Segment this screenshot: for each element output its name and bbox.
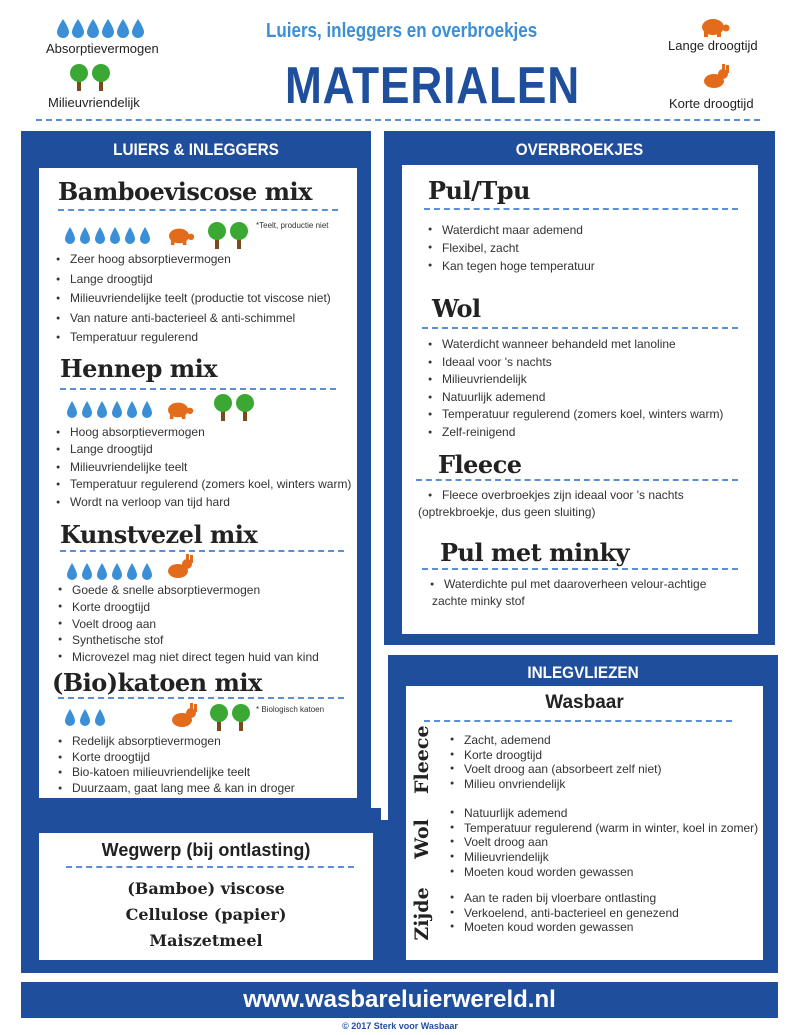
- footer-url[interactable]: www.wasbareluierwereld.nl: [21, 982, 778, 1018]
- list-item: ● Lange droogtijd: [56, 441, 351, 458]
- list-item: ● Bio-katoen milieuvriendelijke teelt: [58, 765, 295, 781]
- label-wol: Wol: [411, 819, 433, 859]
- list-item: ● Zacht, ademend: [450, 733, 661, 748]
- list-item: ● Zelf-reinigend: [428, 424, 723, 442]
- section-title-bamboe: Bamboeviscose mix: [58, 177, 312, 206]
- list-item: Cellulose (papier): [125, 905, 287, 924]
- divider: [60, 550, 344, 552]
- overbroekjes-heading: OVERBROEKJES: [515, 140, 644, 159]
- drop-icon: [66, 562, 156, 582]
- section-title-katoen: (Bio)katoen mix: [52, 668, 262, 697]
- note-bamboe: *Teelt, productie niet: [256, 221, 329, 230]
- list-katoen: [58, 734, 295, 796]
- list-item: ● Ideaal voor 's nachts: [428, 354, 723, 372]
- header-divider: [36, 119, 760, 121]
- inlegvliezen-heading: INLEGVLIEZEN: [527, 663, 639, 682]
- turtle-icon: [163, 398, 195, 425]
- luiers-heading: LUIERS & INLEGGERS: [113, 140, 279, 159]
- divider: [58, 209, 338, 211]
- rabbit-icon: [700, 64, 730, 97]
- list-item: ● Milieu onvriendelijk: [450, 777, 661, 792]
- note-katoen: * Biologisch katoen: [256, 705, 325, 714]
- list-minky: [430, 576, 706, 593]
- page-title: MATERIALEN: [285, 57, 580, 115]
- list-item: ● Natuurlijk ademend: [450, 806, 758, 821]
- list-item: ● Natuurlijk ademend: [428, 389, 723, 407]
- copyright: © 2017 Sterk voor Wasbaar: [342, 1021, 458, 1031]
- section-title-minky: Pul met minky: [440, 538, 630, 567]
- divider: [422, 327, 738, 329]
- drop-icon: [64, 708, 108, 728]
- tree-icon: [68, 62, 114, 97]
- list-item: ● Goede & snelle absorptievermogen: [58, 582, 319, 599]
- list-item: ● Voelt droog aan (absorbeert zelf niet): [450, 762, 661, 777]
- list-item: ● Korte droogtijd: [450, 748, 661, 763]
- list-item: Maiszetmeel: [149, 931, 263, 950]
- wegwerp-list: [39, 876, 373, 954]
- list-item: ● Redelijk absorptievermogen: [58, 734, 295, 750]
- section-title-pul: Pul/Tpu: [428, 176, 530, 205]
- section-title-fleece: Fleece: [438, 450, 522, 479]
- divider: [424, 720, 732, 722]
- legend-fast-dry-label: Korte droogtijd: [669, 96, 754, 111]
- list-item: ● Duurzaam, gaat lang mee & kan in droger: [58, 781, 295, 797]
- list-pul: [428, 221, 595, 275]
- list-item: (Bamboe) viscose: [127, 879, 285, 898]
- list-item: ● Waterdichte pul met daaroverheen velour-achtige: [430, 576, 706, 593]
- list-item: ● Milieuvriendelijke teelt (productie tot viscose niet): [56, 289, 331, 309]
- label-fleece: Fleece: [411, 725, 433, 794]
- list-bamboe: [56, 250, 331, 348]
- list-item: ● Temperatuur regulerend (zomers koel, winters warm): [428, 406, 723, 424]
- divider: [424, 208, 738, 210]
- drop-icon: [56, 18, 148, 40]
- minky-extra: zachte minky stof: [432, 594, 525, 608]
- list-item: ● Temperatuur regulerend (warm in winter, koel in zomer): [450, 821, 758, 836]
- list-item: ● Van nature anti-bacterieel & anti-schimmel: [56, 309, 331, 329]
- wasbaar-heading: Wasbaar: [545, 692, 624, 713]
- list-inleg-wol: [450, 806, 758, 880]
- divider: [422, 568, 738, 570]
- list-item: ● Milieuvriendelijk: [428, 371, 723, 389]
- tree-icon: [208, 702, 254, 737]
- list-item: ● Fleece overbroekjes zijn ideaal voor 's nachts: [428, 487, 684, 504]
- page-subtitle: Luiers, inleggers en overbroekjes: [266, 20, 538, 42]
- fleece-extra: (optrekbroekje, dus geen sluiting): [418, 505, 596, 519]
- list-item: ● Milieuvriendelijke teelt: [56, 459, 351, 476]
- list-item: ● Microvezel mag niet direct tegen huid van kind: [58, 649, 319, 666]
- list-fleece: [428, 487, 684, 504]
- divider: [416, 479, 738, 481]
- drops-hennep: [66, 400, 156, 425]
- list-item: ● Temperatuur regulerend (zomers koel, winters warm): [56, 476, 351, 493]
- legend-slow-dry-label: Lange droogtijd: [668, 38, 758, 53]
- list-item: ● Synthetische stof: [58, 632, 319, 649]
- list-item: ● Aan te raden bij vloerbare ontlasting: [450, 891, 679, 906]
- list-item: ● Korte droogtijd: [58, 750, 295, 766]
- list-item: ● Korte droogtijd: [58, 599, 319, 616]
- list-item: ● Voelt droog aan: [58, 616, 319, 633]
- list-item: ● Lange droogtijd: [56, 270, 331, 290]
- list-item: ● Wordt na verloop van tijd hard: [56, 494, 351, 511]
- section-title-wol: Wol: [432, 294, 481, 323]
- list-item: ● Verkoelend, anti-bacterieel en genezend: [450, 906, 679, 921]
- list-item: ● Zeer hoog absorptievermogen: [56, 250, 331, 270]
- legend-absorption-label: Absorptievermogen: [46, 41, 159, 56]
- list-item: ● Kan tegen hoge temperatuur: [428, 257, 595, 275]
- list-hennep: [56, 424, 351, 511]
- rabbit-icon: [168, 703, 198, 736]
- list-item: ● Temperatuur regulerend: [56, 328, 331, 348]
- section-title-kunstvezel: Kunstvezel mix: [60, 520, 258, 549]
- legend-eco-label: Milieuvriendelijk: [48, 95, 140, 110]
- section-title-hennep: Hennep mix: [60, 354, 218, 383]
- wegwerp-title: Wegwerp (bij ontlasting): [101, 840, 311, 860]
- list-item: ● Voelt droog aan: [450, 835, 758, 850]
- list-wol: [428, 336, 723, 442]
- list-item: ● Moeten koud worden gewassen: [450, 920, 679, 935]
- list-item: ● Waterdicht maar ademend: [428, 221, 595, 239]
- list-inleg-zijde: [450, 891, 679, 935]
- turtle-icon: [164, 224, 196, 251]
- list-inleg-fleece: [450, 733, 661, 791]
- divider: [60, 388, 336, 390]
- drops-katoen: [64, 708, 108, 733]
- list-item: ● Flexibel, zacht: [428, 239, 595, 257]
- list-item: ● Milieuvriendelijk: [450, 850, 758, 865]
- drop-icon: [66, 400, 156, 420]
- divider: [58, 697, 344, 699]
- list-item: ● Moeten koud worden gewassen: [450, 865, 758, 880]
- list-item: ● Hoog absorptievermogen: [56, 424, 351, 441]
- tree-icon: [212, 392, 258, 427]
- drop-icon: [64, 226, 154, 246]
- drops-bamboe: [64, 226, 154, 251]
- divider: [66, 866, 354, 868]
- label-zijde: Zijde: [411, 887, 433, 941]
- list-item: ● Waterdicht wanneer behandeld met lanoline: [428, 336, 723, 354]
- list-kunstvezel: [58, 582, 319, 666]
